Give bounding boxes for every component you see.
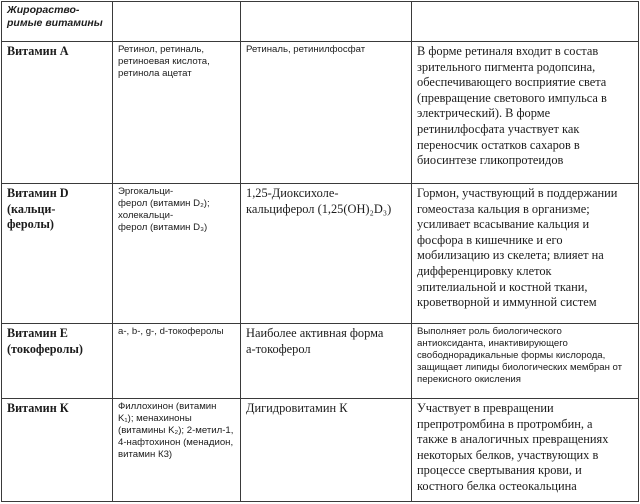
function-line: гомеостаза кальция в организме; bbox=[417, 201, 590, 216]
forms-line: ретиноевая кислота, bbox=[118, 56, 210, 67]
active-form-cell bbox=[241, 324, 412, 399]
function-line: усиливает всасывание кальция и bbox=[417, 217, 590, 232]
header-label-line: Жирораство- bbox=[7, 4, 80, 16]
active-form-line: Наиболее активная форма bbox=[246, 326, 384, 340]
function-line: ретинилфосфата участвует как bbox=[417, 121, 580, 136]
function-cell bbox=[412, 42, 639, 184]
function-line: зрительного пигмента родопсина, bbox=[417, 59, 596, 74]
vitamin-forms-cell bbox=[113, 42, 241, 184]
header-cell-category bbox=[2, 2, 113, 42]
active-form-line: Ретиналь, ретинилфосфат bbox=[246, 44, 366, 55]
forms-line: ферол (витамин D₂); bbox=[118, 198, 210, 209]
vitamin-name: Витамин К bbox=[7, 401, 69, 415]
function-line: мобилизацию из скелета; влияет на bbox=[417, 248, 604, 263]
function-line: биосинтезе гликопротеидов bbox=[417, 153, 564, 168]
function-line: (превращение светового импульса в bbox=[417, 90, 607, 105]
function-line: защищает липиды биологических мембран от bbox=[417, 362, 623, 373]
table-row-vitamin-d bbox=[2, 184, 639, 324]
function-line: свободнорадикальные формы кислорода, bbox=[417, 350, 606, 361]
vitamin-name: Витамин Е bbox=[7, 326, 68, 340]
active-form-cell bbox=[241, 399, 412, 502]
function-line: костного белка остеокальцина bbox=[417, 478, 577, 493]
forms-line: ферол (витамин D₃) bbox=[118, 222, 208, 233]
forms-line: K₁); менахиноны bbox=[118, 413, 192, 424]
forms-line: витамин К3) bbox=[118, 449, 173, 460]
active-form-cell bbox=[241, 42, 412, 184]
forms-line: холекальци- bbox=[118, 210, 174, 221]
function-line: В форме ретиналя входит в состав bbox=[417, 44, 599, 58]
active-form-line: a-токоферол bbox=[246, 341, 311, 356]
forms-line: 4-нафтохинон (менадион, bbox=[118, 437, 234, 448]
vitamin-name-cell bbox=[2, 42, 113, 184]
vitamin-name-cell bbox=[2, 324, 113, 399]
header-cell-empty bbox=[241, 2, 412, 42]
function-line: фосфора в кишечнике и его bbox=[417, 232, 563, 247]
forms-line: Эргокальци- bbox=[118, 186, 174, 197]
function-line: Выполняет роль биологического bbox=[417, 326, 562, 337]
vitamin-name: Витамин А bbox=[7, 44, 69, 58]
vitamins-table bbox=[1, 1, 639, 502]
vitamin-name-cell bbox=[2, 399, 113, 502]
vitamin-name-cell bbox=[2, 184, 113, 324]
function-cell bbox=[412, 184, 639, 324]
header-row bbox=[2, 2, 639, 42]
forms-line: Ретинол, ретиналь, bbox=[118, 44, 205, 55]
forms-line: Филлохинон (витамин bbox=[118, 401, 217, 412]
forms-line: ретинола ацетат bbox=[118, 68, 192, 79]
function-line: кроветворной и иммунной систем bbox=[417, 295, 597, 310]
header-cell-empty bbox=[113, 2, 241, 42]
function-line: электрический). В форме bbox=[417, 106, 551, 121]
function-line: дифференцировку клеток bbox=[417, 263, 552, 278]
vitamin-name: Витамин D bbox=[7, 186, 69, 200]
vitamin-forms-cell bbox=[113, 399, 241, 502]
vitamin-name: (кальци- bbox=[7, 201, 56, 216]
function-line: Гормон, участвующий в поддержании bbox=[417, 186, 618, 200]
function-line: также в аналогичных превращениях bbox=[417, 432, 609, 447]
vitamin-name: феролы) bbox=[7, 217, 54, 232]
function-line: переносчик остатков сахаров в bbox=[417, 137, 580, 152]
vitamin-forms-cell bbox=[113, 184, 241, 324]
active-form-cell bbox=[241, 184, 412, 324]
function-line: эпителиальной и костной ткани, bbox=[417, 279, 588, 294]
active-form-line: Дигидровитамин К bbox=[246, 401, 348, 415]
function-cell bbox=[412, 324, 639, 399]
function-line: обеспечивающего восприятие света bbox=[417, 75, 607, 90]
function-line: процессе свертывания крови, и bbox=[417, 463, 582, 478]
active-form-line: кальциферол (1,25(OH)₂D₃) bbox=[246, 201, 392, 216]
header-cell-empty bbox=[412, 2, 639, 42]
forms-line: a-, b-, g-, d-токоферолы bbox=[118, 326, 224, 337]
table-row-vitamin-e bbox=[2, 324, 639, 399]
function-line: некоторых белков, участвующих в bbox=[417, 447, 599, 462]
vitamin-name: (токоферолы) bbox=[7, 341, 83, 356]
function-line: Участвует в превращении bbox=[417, 401, 554, 415]
header-label-line: римые витамины bbox=[7, 17, 103, 29]
function-line: перекисного окисления bbox=[417, 374, 521, 385]
active-form-line: 1,25-Диоксихоле- bbox=[246, 186, 339, 200]
table-row-vitamin-a bbox=[2, 42, 639, 184]
function-cell bbox=[412, 399, 639, 502]
vitamin-forms-cell bbox=[113, 324, 241, 399]
function-line: препротромбина в протромбин, а bbox=[417, 416, 593, 431]
function-line: антиоксиданта, инактивирующего bbox=[417, 338, 568, 349]
table-row-vitamin-k bbox=[2, 399, 639, 502]
forms-line: (витамины K₂); 2-метил-1, bbox=[118, 425, 234, 436]
